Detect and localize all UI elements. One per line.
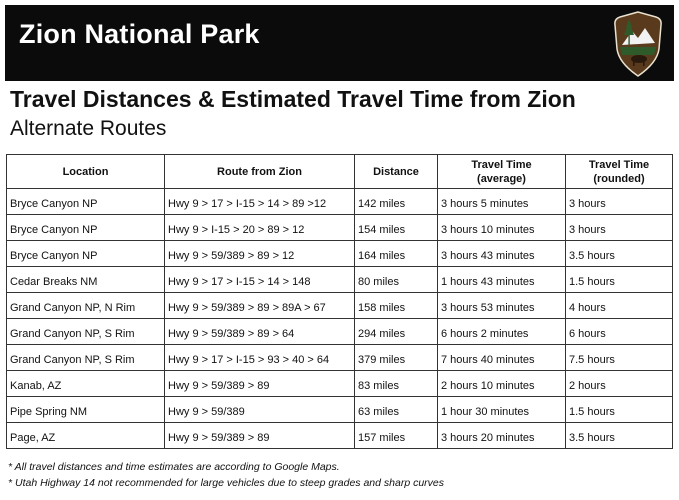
table-row [7, 215, 673, 241]
cell-route: Hwy 9 > I-15 > 20 > 89 > 12 [165, 215, 355, 241]
table-row [7, 241, 673, 267]
cell-time-rounded: 1.5 hours [566, 397, 673, 423]
park-title: Zion National Park [19, 19, 260, 49]
cell-time-rounded: 1.5 hours [566, 267, 673, 293]
table-row [7, 371, 673, 397]
column-header-time-rounded [566, 155, 673, 189]
cell-time-average: 7 hours 40 minutes [438, 345, 566, 371]
cell-time-rounded: 3 hours [566, 189, 673, 215]
cell-location: Grand Canyon NP, S Rim [7, 345, 165, 371]
table-row [7, 423, 673, 449]
column-header-location: Location [7, 155, 165, 189]
document-subtitle: Alternate Routes [10, 117, 167, 140]
cell-route: Hwy 9 > 17 > I-15 > 14 > 148 [165, 267, 355, 293]
cell-time-rounded: 3.5 hours [566, 241, 673, 267]
cell-location: Grand Canyon NP, N Rim [7, 293, 165, 319]
cell-distance: 157 miles [355, 423, 438, 449]
cell-time-average: 1 hours 43 minutes [438, 267, 566, 293]
cell-location: Kanab, AZ [7, 371, 165, 397]
cell-location: Pipe Spring NM [7, 397, 165, 423]
footnote-google-maps: * All travel distances and time estimates are according to Google Maps. [8, 461, 340, 473]
cell-distance: 63 miles [355, 397, 438, 423]
travel-distance-table [6, 154, 673, 449]
header-bar [5, 5, 674, 81]
cell-time-average: 6 hours 2 minutes [438, 319, 566, 345]
column-header-route: Route from Zion [165, 155, 355, 189]
column-header-distance: Distance [355, 155, 438, 189]
cell-location: Bryce Canyon NP [7, 215, 165, 241]
cell-distance: 142 miles [355, 189, 438, 215]
cell-route: Hwy 9 > 59/389 > 89 [165, 371, 355, 397]
cell-distance: 83 miles [355, 371, 438, 397]
cell-distance: 80 miles [355, 267, 438, 293]
table-row [7, 397, 673, 423]
cell-distance: 294 miles [355, 319, 438, 345]
cell-route: Hwy 9 > 59/389 > 89 > 64 [165, 319, 355, 345]
cell-time-rounded: 6 hours [566, 319, 673, 345]
table-row [7, 267, 673, 293]
footnote-highway-14: * Utah Highway 14 not recommended for large vehicles due to steep grades and sharp curves [8, 477, 444, 489]
cell-time-average: 3 hours 20 minutes [438, 423, 566, 449]
cell-location: Cedar Breaks NM [7, 267, 165, 293]
cell-location: Grand Canyon NP, S Rim [7, 319, 165, 345]
column-header-time-average-line1: Travel Time [471, 158, 532, 171]
cell-time-rounded: 2 hours [566, 371, 673, 397]
column-header-time-rounded-line1: Travel Time [588, 158, 650, 171]
cell-location: Bryce Canyon NP [7, 241, 165, 267]
cell-time-average: 3 hours 53 minutes [438, 293, 566, 319]
document-title: Travel Distances & Estimated Travel Time from Zion [10, 86, 576, 112]
table-row [7, 319, 673, 345]
table-row [7, 189, 673, 215]
cell-time-average: 3 hours 5 minutes [438, 189, 566, 215]
column-header-time-average [438, 155, 566, 189]
column-header-time-rounded-line2: (rounded) [593, 172, 645, 185]
cell-route: Hwy 9 > 17 > I-15 > 14 > 89 >12 [165, 189, 355, 215]
cell-distance: 379 miles [355, 345, 438, 371]
footnotes [8, 459, 444, 491]
cell-time-rounded: 3.5 hours [566, 423, 673, 449]
cell-location: Bryce Canyon NP [7, 189, 165, 215]
cell-distance: 164 miles [355, 241, 438, 267]
cell-distance: 154 miles [355, 215, 438, 241]
cell-route: Hwy 9 > 59/389 > 89 > 12 [165, 241, 355, 267]
column-header-time-average-line2: (average) [477, 172, 526, 185]
cell-time-rounded: 4 hours [566, 293, 673, 319]
cell-time-rounded: 3 hours [566, 215, 673, 241]
cell-route: Hwy 9 > 59/389 [165, 397, 355, 423]
cell-time-average: 3 hours 43 minutes [438, 241, 566, 267]
cell-time-average: 3 hours 10 minutes [438, 215, 566, 241]
cell-route: Hwy 9 > 59/389 > 89 > 89A > 67 [165, 293, 355, 319]
cell-route: Hwy 9 > 17 > I-15 > 93 > 40 > 64 [165, 345, 355, 371]
cell-location: Page, AZ [7, 423, 165, 449]
cell-time-average: 1 hour 30 minutes [438, 397, 566, 423]
cell-distance: 158 miles [355, 293, 438, 319]
table-row [7, 345, 673, 371]
cell-time-average: 2 hours 10 minutes [438, 371, 566, 397]
cell-time-rounded: 7.5 hours [566, 345, 673, 371]
table-row [7, 293, 673, 319]
nps-arrowhead-icon [612, 11, 664, 77]
cell-route: Hwy 9 > 59/389 > 89 [165, 423, 355, 449]
table-header-row [7, 155, 673, 189]
